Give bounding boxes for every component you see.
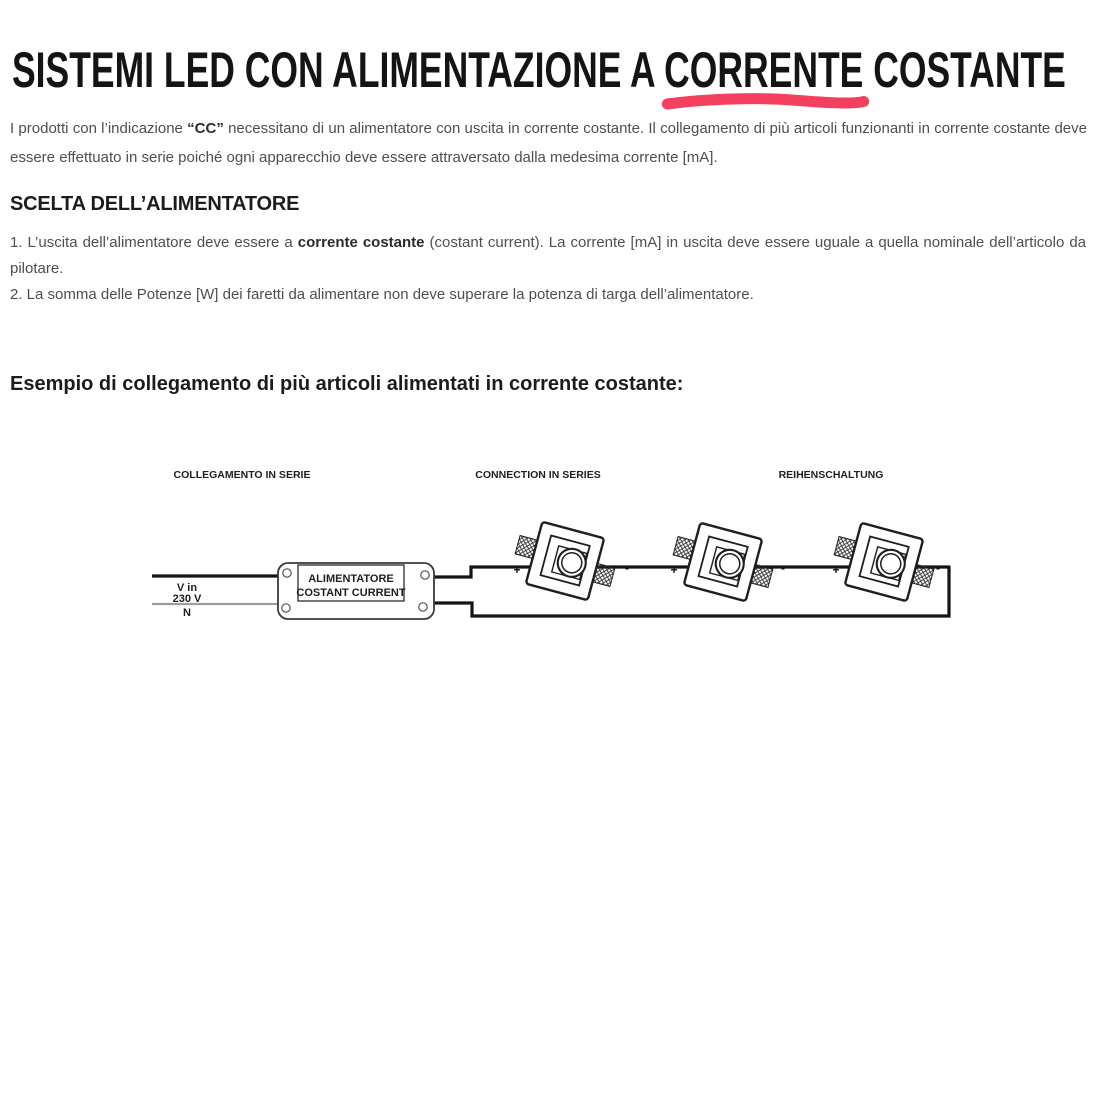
list-item-1-bold: corrente costante [297,234,425,251]
diagram-label-german: REIHENSCHALTUNG [778,469,884,481]
diagram-label-italian: COLLEGAMENTO IN SERIE [173,469,311,481]
section-heading-scelta: SCELTA DELL’ALIMENTATORE [10,193,300,215]
minus-mark-3: - [936,561,940,575]
vin-label: V in [176,582,198,594]
driver-mount-hole [283,569,291,577]
led-fixture-1 [508,517,621,605]
neutral-label: N [183,607,191,619]
wiring-diagram [0,444,1100,684]
intro-text-bold-cc: “CC” [187,120,224,137]
plus-mark-3: + [832,563,840,577]
plus-mark-1: + [513,563,521,577]
rules-list [10,230,1086,308]
intro-text-post: necessitano di un alimentatore con uscita in corrente costante. Il collegamento di più articoli funzionanti in corrente costante deve essere effettuato in serie poiché ogni apparecchio deve essere attraversato dalla medesima corrente [mA]. [10,120,1087,166]
driver-label-line1: ALIMENTATORE [308,573,394,585]
example-heading: Esempio di collegamento di più articoli alimentati in corrente costante: [10,373,684,395]
list-item-2: 2. La somma delle Potenze [W] dei faretti da alimentare non deve superare la potenza di targa dell’alimentatore. [10,286,754,303]
driver-mount-hole [419,603,427,611]
page-title [12,44,1066,96]
red-scribble-underline [660,94,871,110]
minus-mark-1: - [625,561,629,575]
plus-mark-2: + [670,563,678,577]
list-item-1-pre: 1. L’uscita dell’alimentatore deve essere a [10,234,298,251]
page-title-pre: SISTEMI LED CON ALIMENTAZIONE A [12,42,665,98]
driver-label-line2: COSTANT CURRENT [296,587,406,599]
list-item-1-post: (costant current). La corrente [mA] in uscita deve essere uguale a quella nominale dell’articolo da pilotare. [10,234,1087,277]
page-title-highlighted-word [664,44,863,96]
minus-mark-2: - [781,561,785,575]
led-fixture-3 [827,518,940,606]
driver-mount-hole [421,571,429,579]
intro-text-pre: I prodotti con l’indicazione [10,120,188,137]
page-title-post: COSTANTE [863,42,1066,98]
intro-paragraph [10,114,1087,172]
page-title-mark-text: CORRENTE [664,42,864,98]
list-item-1 [10,230,1086,282]
voltage-label: 230 V [172,593,202,605]
led-fixture-2 [666,518,779,606]
led-driver-box [278,563,434,619]
diagram-label-english: CONNECTION IN SERIES [475,469,601,481]
driver-mount-hole [282,604,290,612]
